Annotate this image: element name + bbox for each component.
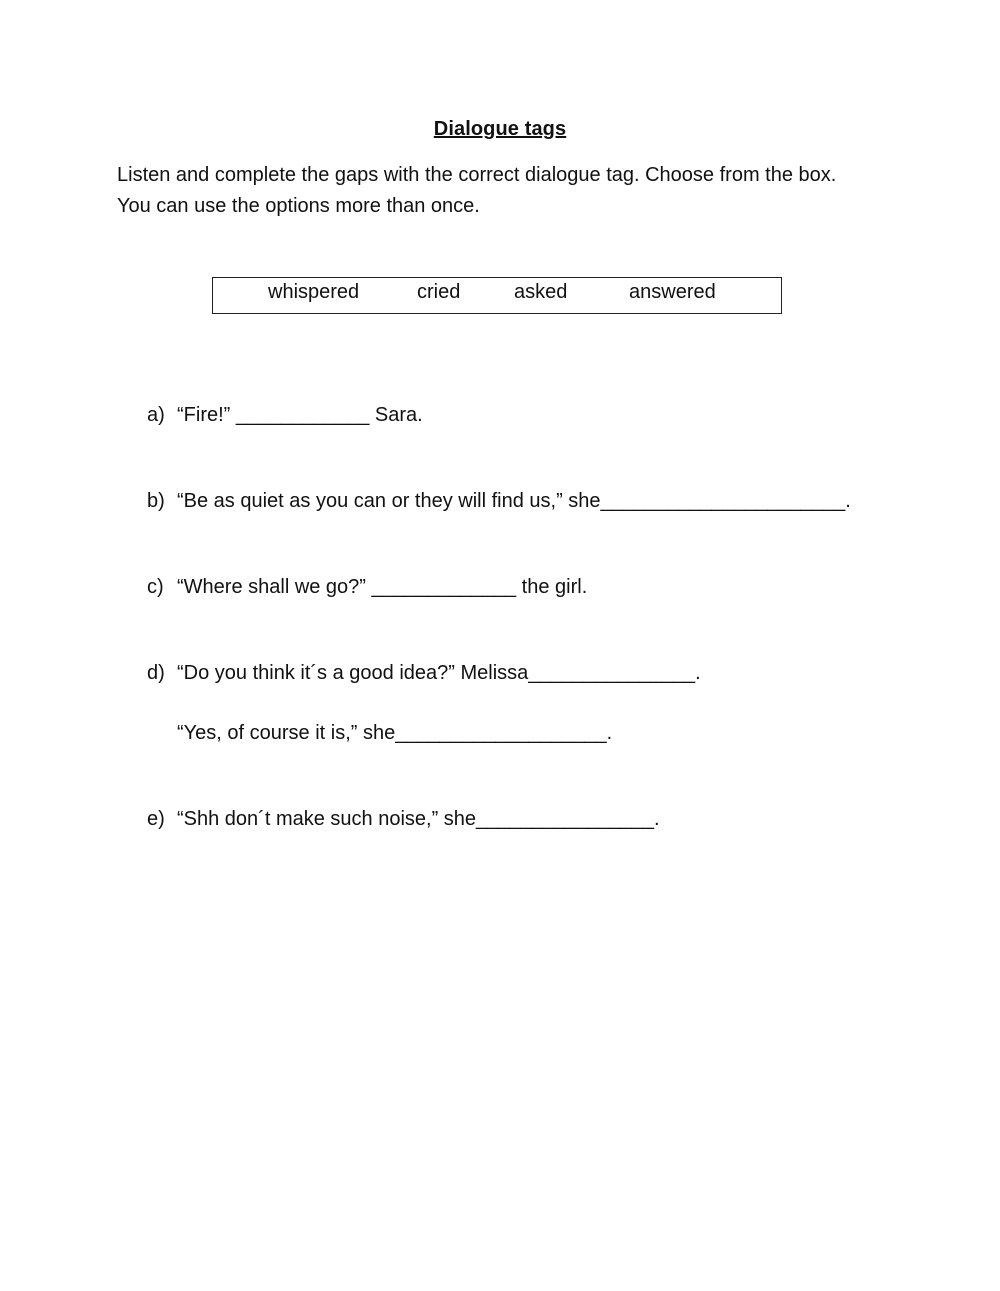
word-option-cried: cried [417,281,461,303]
question-text[interactable]: “Yes, of course it is,” she___________________. [177,722,613,744]
question-label: a) [147,404,165,426]
instructions-line-1: Listen and complete the gaps with the correct dialogue tag. Choose from the box. [117,164,837,186]
question-a [147,404,907,434]
question-e [147,808,907,838]
page-title: Dialogue tags [433,118,567,140]
question-text[interactable]: “Be as quiet as you can or they will find us,” she______________________. [177,490,851,512]
question-label: e) [147,808,165,830]
question-text[interactable]: “Fire!” ____________ Sara. [177,404,423,426]
word-option-asked: asked [514,281,568,303]
question-d-follow-up [147,722,907,752]
question-c [147,576,907,606]
question-label: b) [147,490,165,512]
question-text[interactable]: “Shh don´t make such noise,” she________________. [177,808,660,830]
word-option-answered: answered [629,281,716,303]
question-label: d) [147,662,165,684]
word-box [212,277,782,314]
question-b [147,490,907,520]
question-label: c) [147,576,164,598]
question-text[interactable]: “Do you think it´s a good idea?” Melissa_______________. [177,662,701,684]
question-d [147,662,907,692]
instructions [117,160,907,222]
word-option-whispered: whispered [268,281,360,303]
instructions-line-2: You can use the options more than once. [117,195,480,217]
question-text[interactable]: “Where shall we go?” _____________ the girl. [177,576,588,598]
